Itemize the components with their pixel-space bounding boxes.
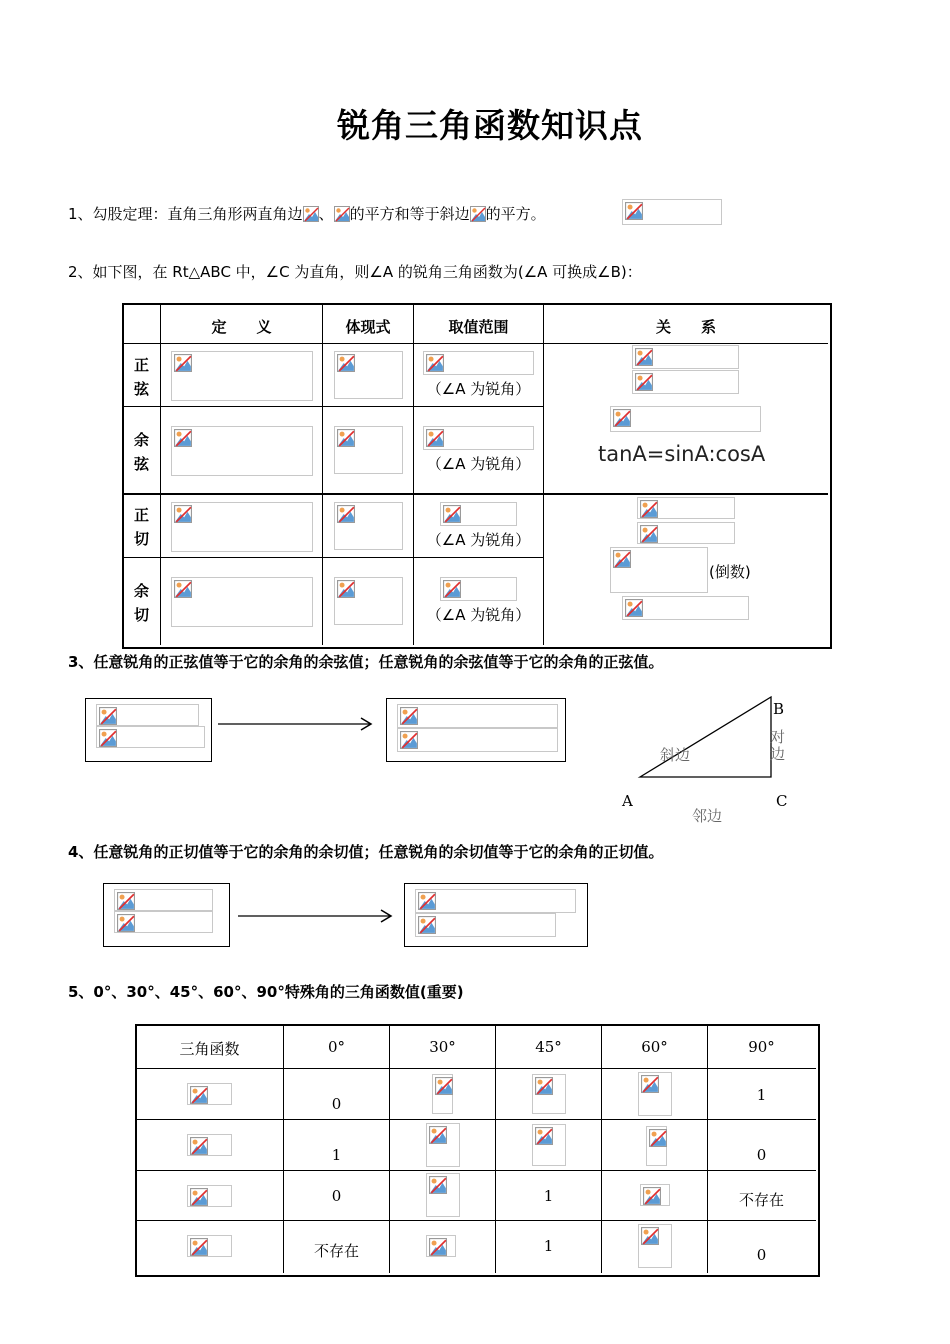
cotangent-definition-image [171,577,313,627]
broken-image-icon [470,206,486,222]
tangent-definition-image [171,502,313,552]
cosine-range-image [423,426,534,450]
tangent-range-image [440,502,517,526]
s1-prefix: 1、勾股定理：直角三角形两直角边 [68,205,303,223]
cosine-definition-image [171,426,313,476]
vertex-c: C [776,792,788,810]
header-function: 三角函数 [179,1040,240,1058]
relation-image [632,345,739,369]
value-image [426,1123,460,1167]
formula-image [397,728,558,752]
broken-image-icon [625,202,641,218]
relation-image [610,406,761,432]
cotangent-range-note: （∠A 为锐角） [426,606,531,624]
formula-image [415,913,556,937]
relation-image [610,547,708,593]
value-image [638,1072,672,1116]
cot-90: 0 [756,1246,767,1264]
hypotenuse-label: 斜边 [660,746,691,764]
header-definition: 定 义 [211,318,272,336]
row-cosine: 余 弦 [133,431,149,473]
vertex-a: A [622,792,633,810]
adjacent-label: 邻边 [692,807,723,825]
value-image [640,1184,670,1206]
opposite-label-1: 对 [770,728,786,746]
sine-range-note: （∠A 为锐角） [426,380,531,398]
formula-image-placeholder [622,199,722,225]
s1-mid: 的平方和等于斜边 [349,205,470,223]
cos-90: 0 [756,1146,767,1164]
header-0deg: 0° [327,1038,346,1056]
cotangent-range-image [440,577,517,601]
reciprocal-note: (倒数) [709,563,751,581]
formula-image [114,889,213,911]
header-expression: 体现式 [345,318,391,336]
page-title: 锐角三角函数知识点 [337,106,643,145]
formula-image [397,704,558,728]
tangent-expression-image [334,502,403,550]
header-60deg: 60° [641,1038,668,1056]
sine-range-image [423,351,534,375]
sine-expression-image [334,351,403,399]
cotangent-expression-image [334,577,403,625]
cos-0: 1 [331,1146,342,1164]
tan-relation-formula: tanA=sinA:cosA [598,442,766,466]
cosine-range-note: （∠A 为锐角） [426,455,531,473]
value-image [426,1173,460,1217]
tan-45: 1 [543,1187,554,1205]
relation-image [622,596,749,620]
tan-0: 0 [331,1187,342,1205]
header-range: 取值范围 [448,318,509,336]
cot-0: 不存在 [313,1242,359,1260]
value-image [638,1224,672,1268]
s1-sep: 、 [318,205,334,223]
section-3: 3、任意锐角的正弦值等于它的余角的余弦值；任意锐角的余弦值等于它的余角的正弦值。 [68,653,664,671]
sin-90: 1 [756,1086,767,1104]
function-name-image [187,1185,232,1207]
value-image [432,1074,453,1114]
opposite-label-2: 边 [770,745,786,763]
section-2: 2、如下图，在 Rt△ABC 中，∠C 为直角，则∠A 的锐角三角函数为(∠A 可换成∠B)： [68,263,642,281]
value-image [532,1074,566,1114]
tangent-range-note: （∠A 为锐角） [426,531,531,549]
arrow-icon [238,906,398,926]
relation-image [637,522,735,544]
formula-image [415,889,576,913]
row-sine: 正 弦 [133,356,149,398]
function-name-image [187,1134,232,1156]
cosine-expression-image [334,426,403,474]
section-5: 5、0°、30°、45°、60°、90°特殊角的三角函数值(重要) [68,983,464,1001]
vertex-b: B [773,700,785,718]
section-1 [68,203,546,224]
formula-image [96,704,199,726]
formula-image [114,911,213,933]
function-name-image [187,1083,232,1105]
arrow-icon [218,714,378,734]
header-30deg: 30° [429,1038,456,1056]
header-90deg: 90° [748,1038,775,1056]
broken-image-icon [334,206,350,222]
sin-0: 0 [331,1095,342,1113]
section-4: 4、任意锐角的正切值等于它的余角的余切值；任意锐角的余切值等于它的余角的正切值。 [68,843,664,861]
value-image [532,1124,566,1166]
s1-suffix: 的平方。 [485,205,546,223]
row-cotangent: 余 切 [133,582,149,624]
relation-image [632,370,739,394]
row-tangent: 正 切 [133,506,149,548]
formula-image [96,726,205,748]
header-relation: 关 系 [655,318,716,336]
cot-45: 1 [543,1237,554,1255]
broken-image-icon [303,206,319,222]
sine-definition-image [171,351,313,401]
value-image [426,1235,456,1257]
function-name-image [187,1235,232,1257]
tan-90: 不存在 [738,1191,784,1209]
header-45deg: 45° [535,1038,562,1056]
value-image [646,1126,667,1166]
relation-image [637,497,735,519]
